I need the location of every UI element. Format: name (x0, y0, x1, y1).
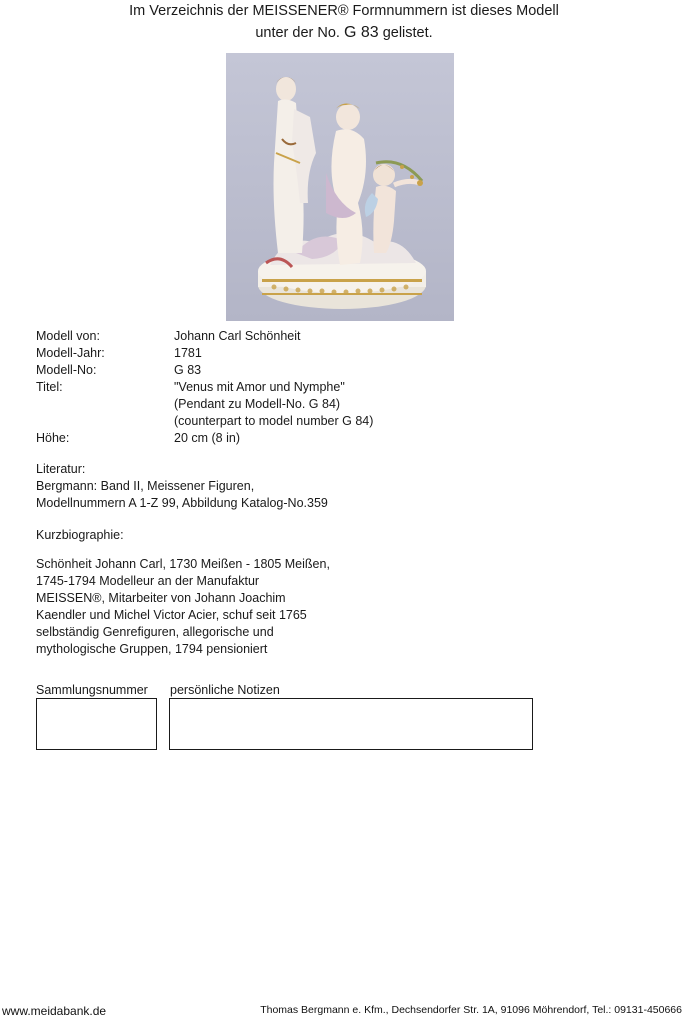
literatur-heading: Literatur: (36, 462, 86, 476)
detail-row (36, 379, 373, 396)
header-line-1: Im Verzeichnis der MEISSENER® Formnummern ist dieses Modell (129, 3, 559, 19)
detail-label: Titel: (36, 380, 63, 394)
detail-label: Modell-No: (36, 363, 97, 377)
detail-label: Modell von: (36, 329, 100, 343)
literatur-section (36, 461, 328, 512)
detail-value: (Pendant zu Modell-No. G 84) (174, 397, 341, 411)
bio-line: mythologische Gruppen, 1794 pensioniert (36, 642, 268, 656)
bio-line: Schönheit Johann Carl, 1730 Meißen - 1805 Meißen, (36, 557, 330, 571)
bio-line: Kaendler und Michel Victor Acier, schuf seit 1765 (36, 608, 307, 622)
detail-value: 1781 (174, 346, 202, 360)
detail-row (36, 362, 373, 379)
bio-line: selbständig Genrefiguren, allegorische und (36, 625, 274, 639)
header-suffix: gelistet. (382, 25, 433, 41)
figurine-photo (226, 53, 454, 321)
header-prefix: unter der No. (255, 25, 340, 41)
kurzbiographie-heading: Kurzbiographie: (36, 528, 124, 542)
detail-value: 20 cm (8 in) (174, 431, 240, 445)
bio-line: 1745-1794 Modelleur an der Manufaktur (36, 574, 260, 588)
bio-line: MEISSEN®, Mitarbeiter von Johann Joachim (36, 591, 286, 605)
kurzbiographie-section (36, 527, 330, 658)
figurine-illustration (226, 53, 454, 321)
page-header (0, 0, 688, 44)
header-line-2 (0, 22, 688, 44)
footer-address: Thomas Bergmann e. Kfm., Dechsendorfer Str. 1A, 91096 Möhrendorf, Tel.: 09131-450666 (260, 1004, 682, 1016)
detail-row (36, 345, 373, 362)
detail-value: G 83 (174, 363, 202, 377)
detail-row (36, 413, 373, 430)
detail-label: Modell-Jahr: (36, 346, 105, 360)
footer-website[interactable]: www.meidabank.de (2, 1004, 107, 1018)
detail-row (36, 328, 373, 345)
detail-value: Johann Carl Schönheit (174, 329, 301, 343)
detail-label (36, 396, 174, 413)
literatur-line: Bergmann: Band II, Meissener Figuren, (36, 479, 255, 493)
sammlungsnummer-label: Sammlungsnummer (36, 683, 148, 697)
sammlungsnummer-field[interactable] (36, 698, 157, 750)
literatur-line: Modellnummern A 1-Z 99, Abbildung Katalog-No.359 (36, 496, 328, 510)
header-model-number: G 83 (343, 24, 379, 41)
notizen-label: persönliche Notizen (170, 683, 280, 697)
detail-label (36, 413, 174, 430)
detail-label: Höhe: (36, 431, 70, 445)
notizen-field[interactable] (169, 698, 533, 750)
detail-value: "Venus mit Amor und Nymphe" (174, 380, 345, 394)
detail-value: (counterpart to model number G 84) (174, 414, 374, 428)
detail-row (36, 396, 373, 413)
model-details (36, 328, 373, 447)
detail-row (36, 430, 373, 447)
